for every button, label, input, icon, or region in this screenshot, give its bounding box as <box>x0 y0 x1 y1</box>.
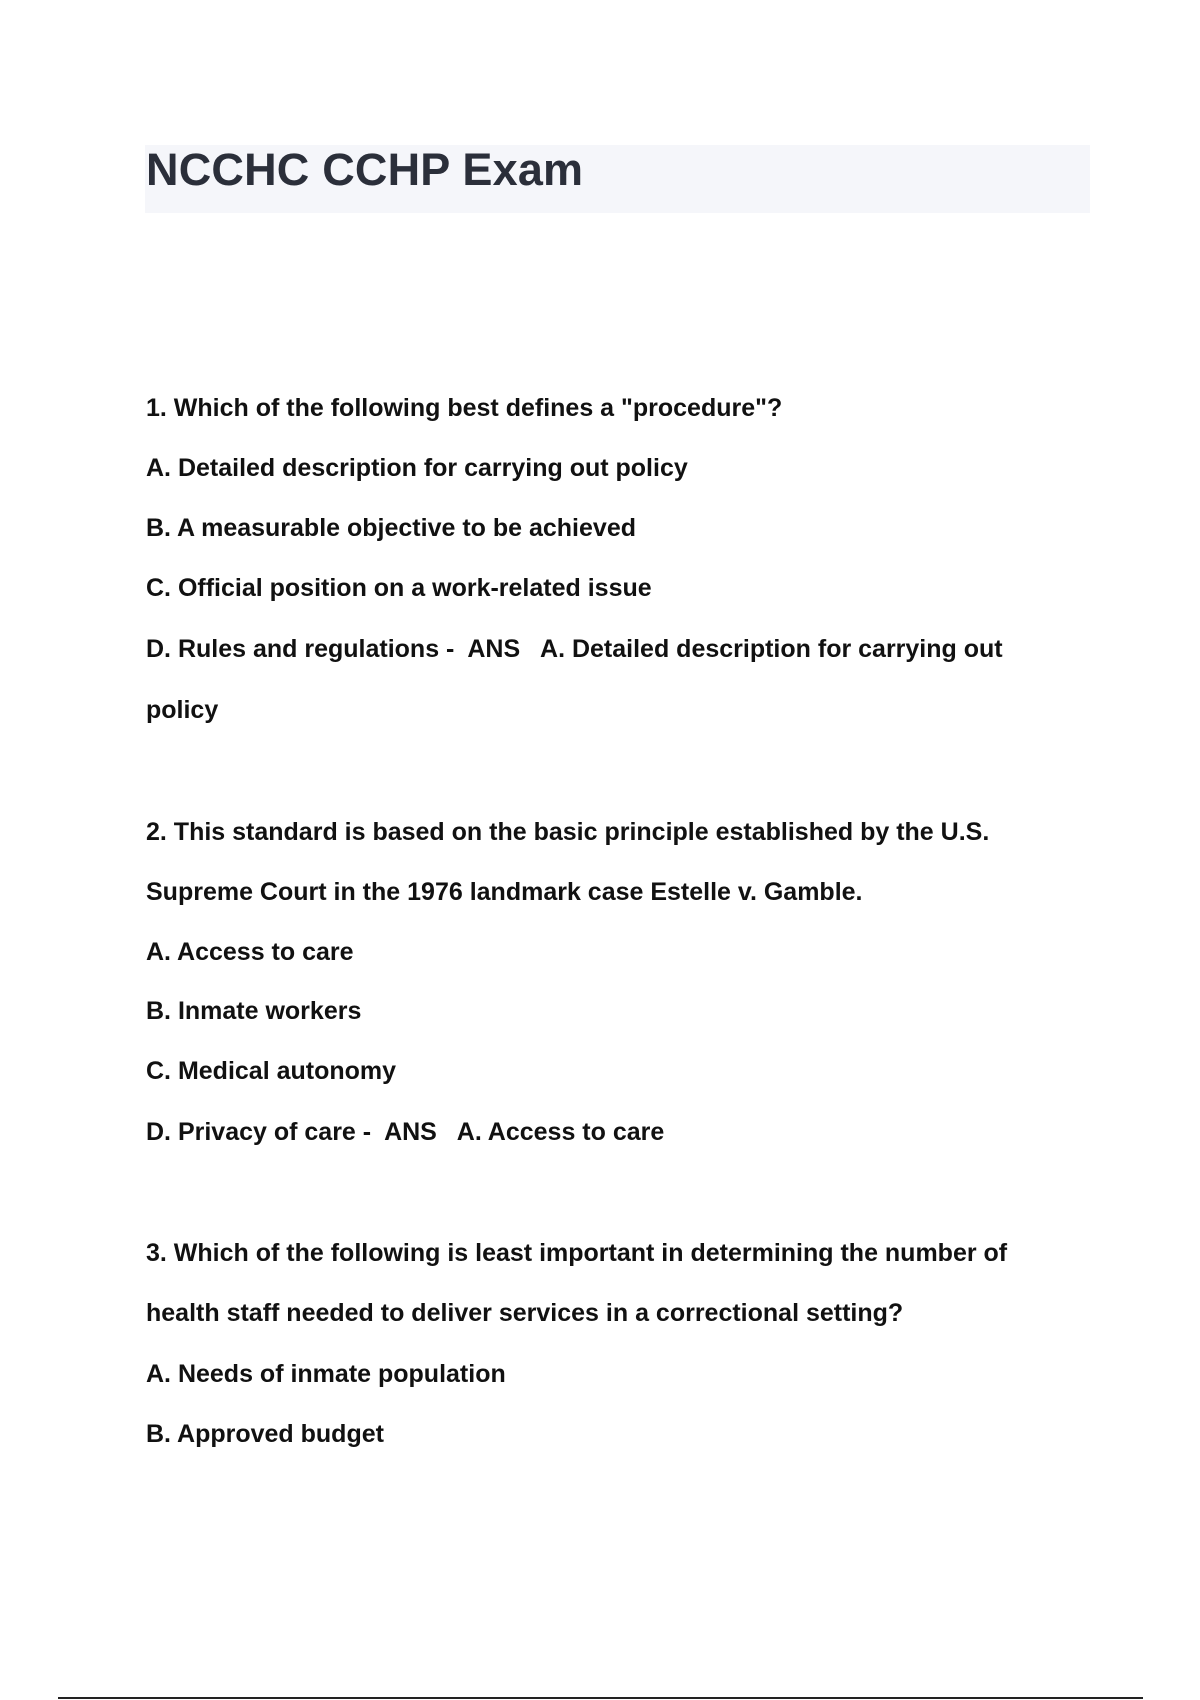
footer-divider <box>58 1697 1143 1699</box>
question-2-stem-line-1: 2. This standard is based on the basic principle established by the U.S. <box>146 818 990 846</box>
question-2-option-c: C. Medical autonomy <box>146 1057 397 1085</box>
question-3-stem-line-2: health staff needed to deliver services in a correctional setting? <box>146 1299 904 1327</box>
question-2-option-b: B. Inmate workers <box>146 997 362 1025</box>
question-1-option-b: B. A measurable objective to be achieved <box>146 514 636 542</box>
question-1-stem: 1. Which of the following best defines a "procedure"? <box>146 394 783 422</box>
question-3-option-a: A. Needs of inmate population <box>146 1360 506 1388</box>
question-3-stem-line-1: 3. Which of the following is least important in determining the number of <box>146 1239 1008 1267</box>
question-2-option-d-with-answer: D. Privacy of care - ANS A. Access to care <box>146 1118 665 1146</box>
question-1-option-a: A. Detailed description for carrying out policy <box>146 454 688 482</box>
question-2-option-a: A. Access to care <box>146 938 354 966</box>
page-title: NCCHC CCHP Exam <box>146 144 584 195</box>
question-1-option-d-with-answer: D. Rules and regulations - ANS A. Detailed description for carrying out <box>146 635 1003 663</box>
question-3-option-b: B. Approved budget <box>146 1420 384 1448</box>
question-1-option-c: C. Official position on a work-related issue <box>146 574 652 602</box>
question-1-answer-continuation: policy <box>146 696 219 724</box>
question-2-stem-line-2: Supreme Court in the 1976 landmark case Estelle v. Gamble. <box>146 878 863 906</box>
